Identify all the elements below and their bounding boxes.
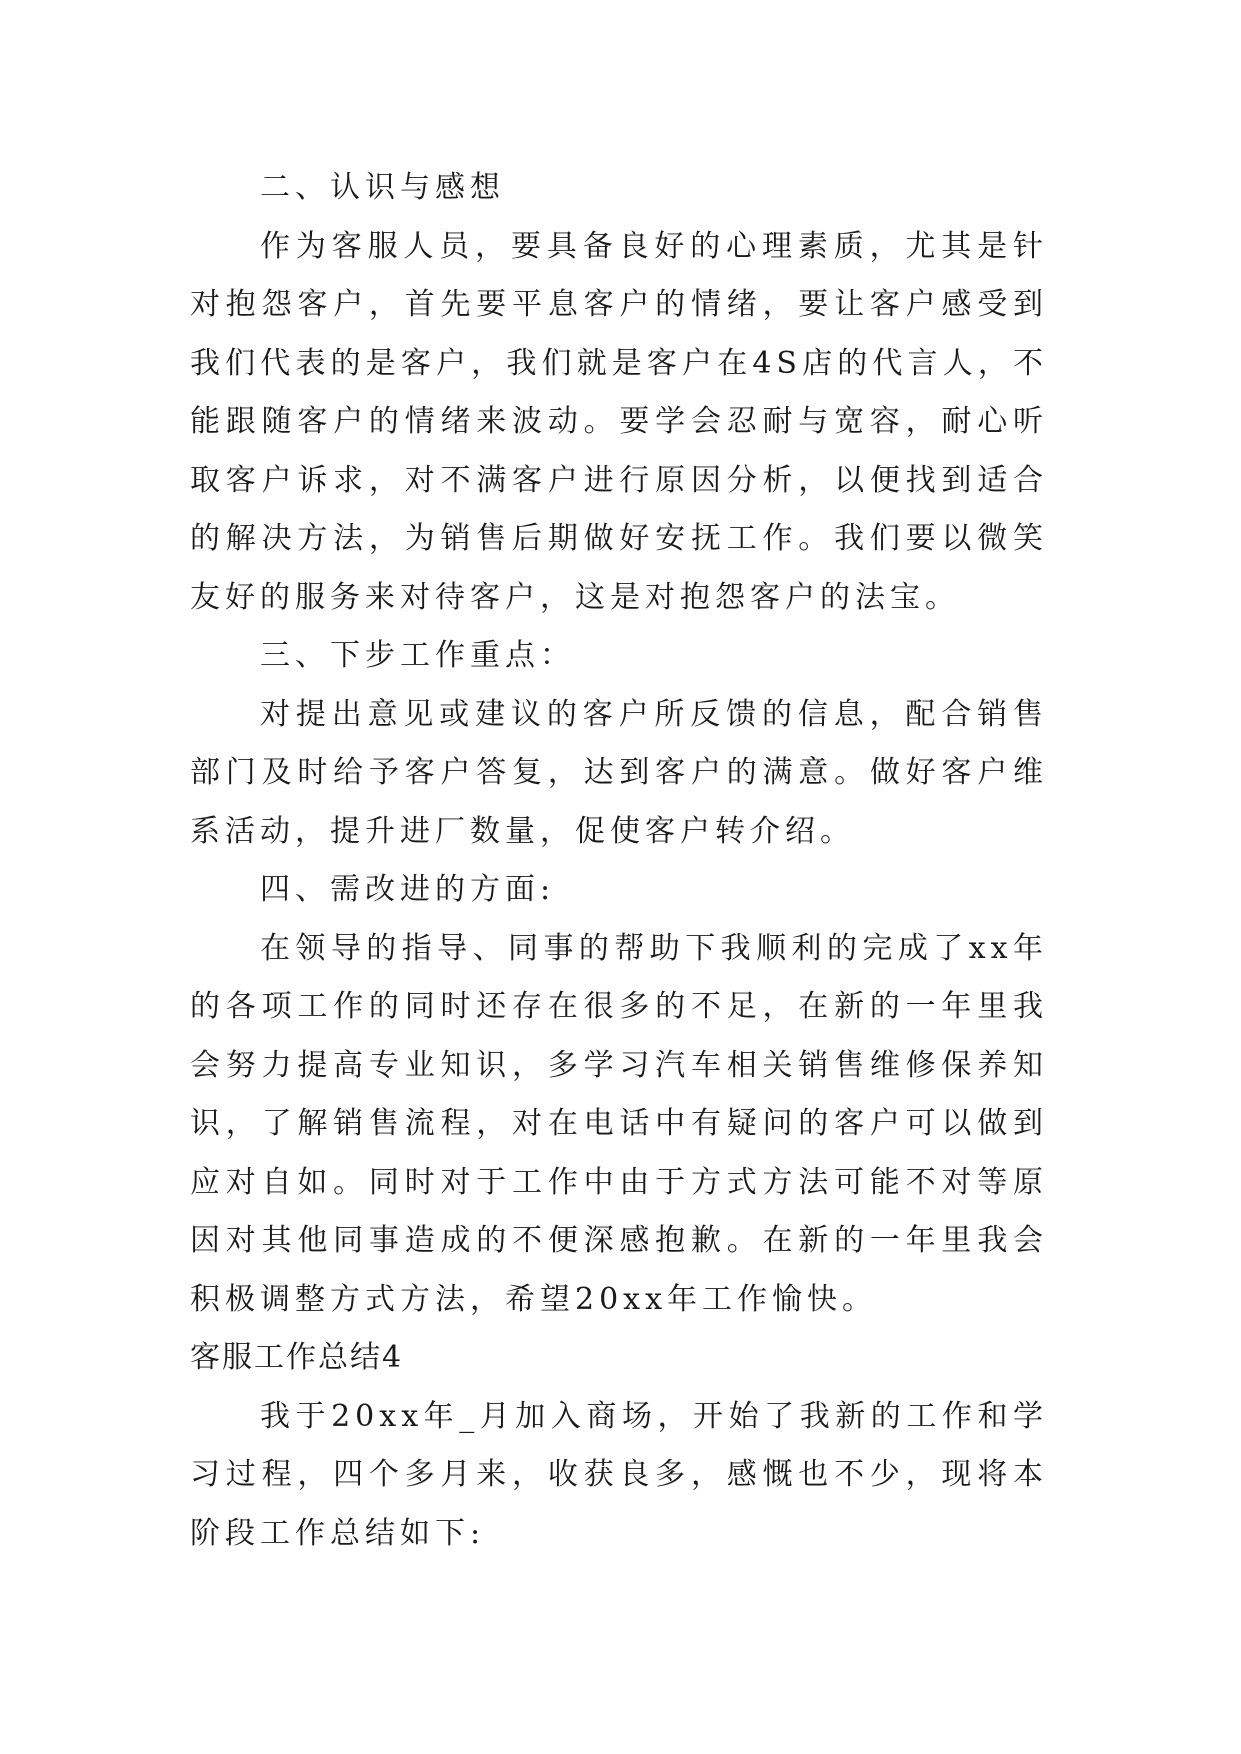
paragraph-next-work-focus: 对提出意见或建议的客户所反馈的信息，配合销售部门及时给予客户答复，达到客户的满意。做好客户维系活动，提升进厂数量，促使客户转介绍。 [190, 696, 1048, 849]
paragraph-areas-to-improve: 在领导的指导、同事的帮助下我顺利的完成了xx年的各项工作的同时还存在很多的不足，在新的一年里我会努力提高专业知识，多学习汽车相关销售维修保养知识，了解销售流程，对在电话中有疑问的客户可以做到应对自如。同时对于工作中由于方式方法可能不对等原因对其他同事造成的不便深感抱歉。在新的一年里我会积极调整方式方法，希望20xx年工作愉快。 [190, 930, 1048, 1317]
heading-next-work-focus: 三、下步工作重点： [260, 638, 575, 673]
paragraph-summary-4-intro: 我于20xx年_月加入商场，开始了我新的工作和学习过程，四个多月来，收获良多，感慨也不少，现将本阶段工作总结如下: [190, 1398, 1048, 1551]
heading-areas-to-improve: 四、需改进的方面: [260, 872, 556, 907]
section-title-summary-4: 客服工作总结4 [190, 1340, 404, 1375]
paragraph-recognition-and-thoughts: 作为客服人员，要具备良好的心理素质，尤其是针对抱怨客户，首先要平息客户的情绪，要让客户感受到我们代表的是客户，我们就是客户在4S店的代言人，不能跟随客户的情绪来波动。要学会忍耐与宽容，耐心听取客户诉求，对不满客户进行原因分析，以便找到适合的解决方法，为销售后期做好安抚工作。我们要以微笑友好的服务来对待客户，这是对抱怨客户的法宝。 [190, 228, 1048, 615]
heading-recognition-and-thoughts: 二、认识与感想 [260, 170, 505, 205]
document-body [190, 159, 1048, 1563]
